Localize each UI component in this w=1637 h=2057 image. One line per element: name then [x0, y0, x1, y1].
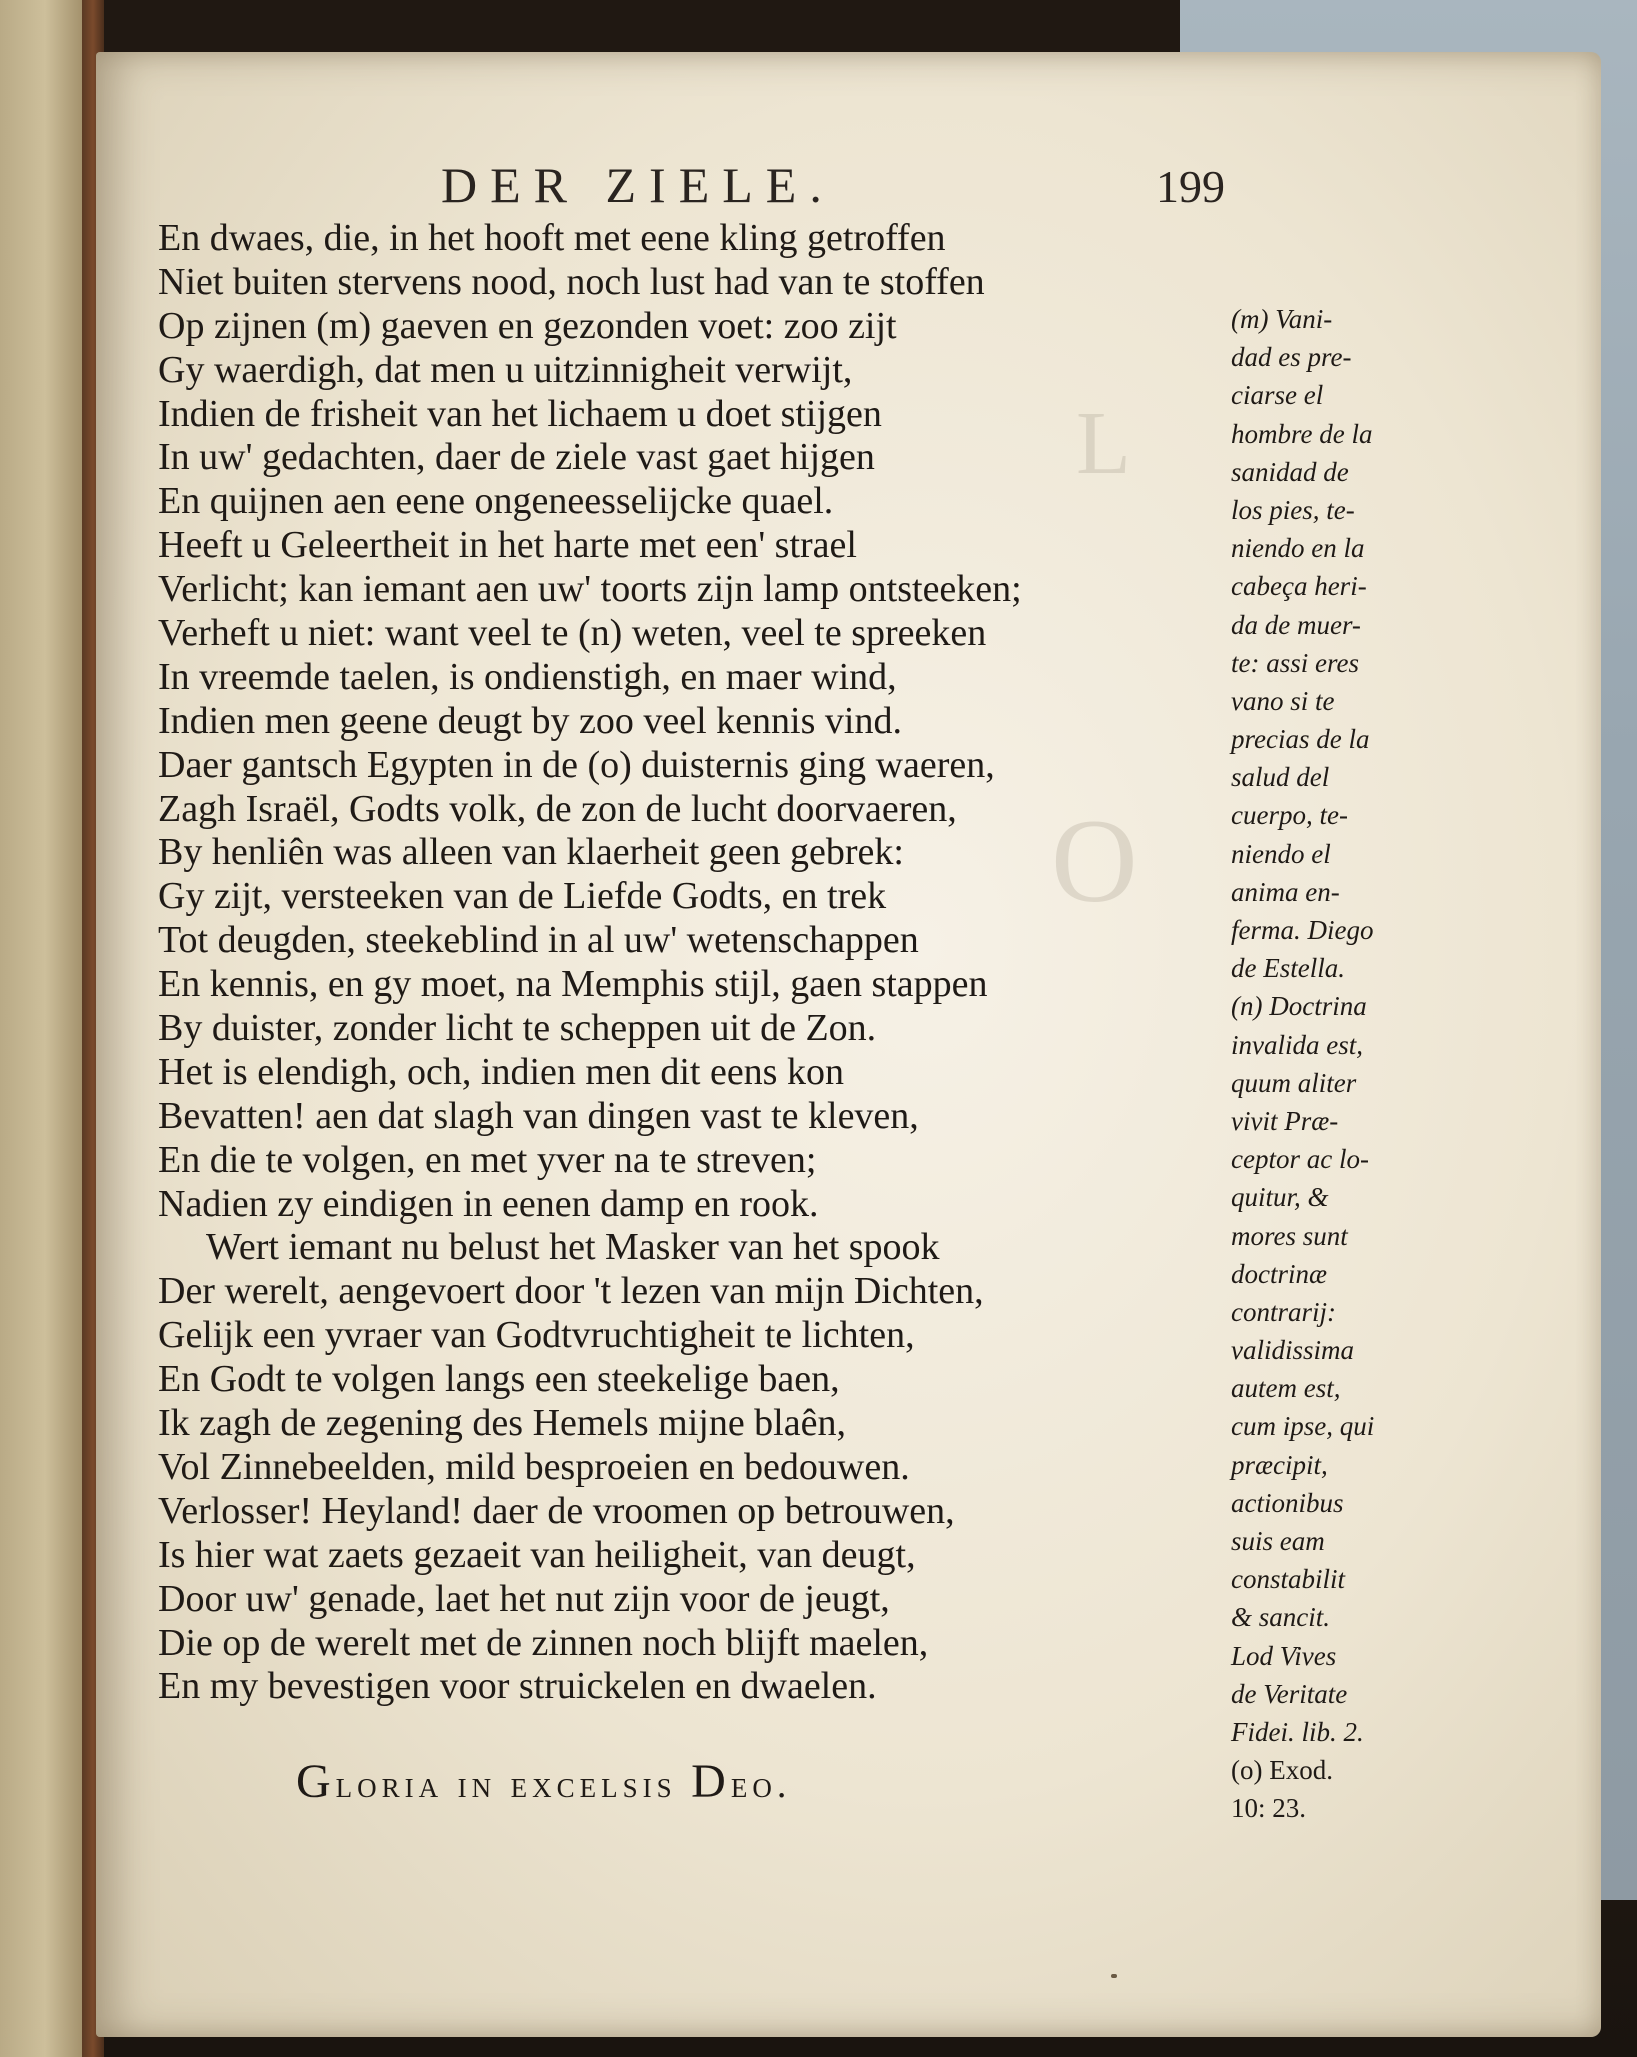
poem-text — [158, 217, 1158, 1709]
poem-line: Verlosser! Heyland! daer de vroomen op betrouwen, — [158, 1489, 955, 1532]
poem-line: Daer gantsch Egypten in de (o) duisternis ging waeren, — [158, 743, 995, 786]
marginal-note-line: cum ipse, qui — [1231, 1411, 1375, 1442]
marginal-note-line: quitur, & — [1231, 1182, 1329, 1213]
marginal-note-line: hombre de la — [1231, 418, 1373, 449]
poem-line: Door uw' genade, laet het nut zijn voor de jeugt, — [158, 1577, 890, 1620]
marginal-note-line: ciarse el — [1231, 380, 1324, 411]
poem-line: Vol Zinnebeelden, mild besproeien en bedouwen. — [158, 1445, 910, 1488]
poem-line: Indien de frisheit van het lichaem u doet stijgen — [158, 392, 882, 435]
marginal-note-line: niendo en la — [1231, 533, 1365, 564]
marginal-note-line: sanidad de — [1231, 456, 1349, 487]
marginal-note-line: mores sunt — [1231, 1220, 1348, 1251]
poem-line: En dwaes, die, in het hooft met eene kling getroffen — [158, 217, 946, 259]
marginal-note-line: niendo el — [1231, 838, 1331, 869]
marginal-note-line: quum aliter — [1231, 1067, 1357, 1098]
poem-line: Verlicht; kan iemant aen uw' toorts zijn lamp ontsteeken; — [158, 568, 1022, 611]
poem-line: En Godt te volgen langs een steekelige baen, — [158, 1358, 840, 1401]
poem-line: By henliên was alleen van klaerheit geen gebrek: — [158, 831, 904, 874]
marginal-note-line: actionibus — [1231, 1487, 1344, 1518]
closing-doxology — [296, 1754, 791, 1809]
closing-word: loria — [335, 1764, 444, 1806]
poem-line: By duister, zonder licht te scheppen uit de Zon. — [158, 1007, 877, 1050]
book-page — [96, 52, 1601, 2037]
poem-line: En die te volgen, en met yver na te streven; — [158, 1138, 817, 1181]
marginal-note-line: te: assi eres — [1231, 647, 1359, 678]
marginal-note-line: 10: 23. — [1231, 1793, 1307, 1824]
closing-initial: G — [296, 1755, 336, 1808]
poem-line: En kennis, en gy moet, na Memphis stijl, gaen stappen — [158, 963, 988, 1006]
marginal-note-line: ceptor ac lo- — [1231, 1144, 1369, 1175]
marginal-note-line: invalida est, — [1231, 1029, 1363, 1060]
poem-line: Indien men geene deugt by zoo veel kennis vind. — [158, 699, 902, 742]
running-head: DER ZIELE. — [441, 157, 835, 213]
closing-word: eo. — [730, 1764, 792, 1806]
marginal-note-line: los pies, te- — [1231, 494, 1355, 525]
marginal-note-line: & sancit. — [1231, 1602, 1330, 1633]
facing-page-edge — [0, 0, 82, 2057]
marginal-note-line: vivit Præ- — [1231, 1105, 1339, 1136]
marginal-note-line: de Estella. — [1231, 953, 1345, 984]
closing-initial: D — [691, 1755, 731, 1808]
marginal-note-line: vano si te — [1231, 685, 1335, 716]
marginal-note-line: suis eam — [1231, 1526, 1325, 1556]
marginal-note-line: autem est, — [1231, 1373, 1341, 1404]
marginal-note-line: doctrinæ — [1231, 1258, 1328, 1289]
poem-line: Gy zijt, versteeken van de Liefde Godts, en trek — [158, 875, 887, 918]
poem-line: Bevatten! aen dat slagh van dingen vast te kleven, — [158, 1094, 919, 1137]
closing-word: in excelsis — [457, 1764, 677, 1806]
poem-line: Niet buiten stervens nood, noch lust had van te stoffen — [158, 260, 985, 303]
marginal-note-line: Fidei. lib. 2. — [1231, 1716, 1364, 1747]
poem-line: Verheft u niet: want veel te (n) weten, veel te spreeken — [158, 612, 987, 655]
poem-line: Gelijk een yvraer van Godtvruchtigheit te lichten, — [158, 1314, 915, 1357]
marginal-note-line: (o) Exod. — [1231, 1755, 1333, 1786]
poem-line: Nadien zy eindigen in eenen damp en rook. — [158, 1182, 819, 1225]
marginal-note-line: validissima — [1231, 1335, 1355, 1366]
poem-line: Heeft u Geleertheit in het harte met een' strael — [158, 524, 857, 567]
marginal-note-line: dad es pre- — [1231, 342, 1352, 373]
marginal-note-line: contrarij: — [1231, 1296, 1336, 1327]
marginal-note-line: (n) Doctrina — [1231, 991, 1367, 1022]
poem-line: Het is elendigh, och, indien men dit eens kon — [158, 1050, 844, 1093]
poem-line: In vreemde taelen, is ondienstigh, en maer wind, — [158, 655, 897, 698]
poem-line: Gy waerdigh, dat men u uitzinnigheit verwijt, — [158, 348, 853, 391]
page-number: 199 — [1156, 161, 1225, 212]
marginal-note-line: (m) Vani- — [1231, 304, 1333, 334]
poem-line: Der werelt, aengevoert door 't lezen van mijn Dichten, — [158, 1270, 984, 1313]
marginal-note-line: da de muer- — [1231, 609, 1361, 640]
marginal-note-line: constabilit — [1231, 1564, 1345, 1595]
marginal-note-line: de Veritate — [1231, 1678, 1348, 1709]
poem-line: Is hier wat zaets gezaeit van heiligheit, van deugt, — [158, 1533, 916, 1576]
poem-line: Zagh Israël, Godts volk, de zon de lucht doorvaeren, — [158, 787, 957, 830]
poem-line: En quijnen aen eene ongeneesselijcke quael. — [158, 480, 834, 523]
marginal-note-line: cabeça heri- — [1231, 571, 1367, 602]
poem-line: En my bevestigen voor struickelen en dwaelen. — [158, 1665, 877, 1708]
poem-line: Tot deugden, steekeblind in al uw' wetenschappen — [158, 919, 919, 962]
poem-line: Op zijnen (m) gaeven en gezonden voet: zoo zijt — [158, 304, 897, 347]
marginal-note-line: præcipit, — [1231, 1449, 1328, 1480]
marginal-note-line: anima en- — [1231, 876, 1340, 907]
poem-line: Die op de werelt met de zinnen noch blijft maelen, — [158, 1621, 929, 1664]
marginal-note-line: Lod Vives — [1231, 1640, 1337, 1671]
paper-speck — [1111, 1974, 1117, 1978]
marginal-note-line: salud del — [1231, 762, 1330, 793]
marginal-note-line: precias de la — [1231, 724, 1370, 755]
marginal-notes — [1231, 300, 1511, 1828]
poem-line: Wert iemant nu belust het Masker van het spook — [206, 1226, 940, 1269]
poem-line: In uw' gedachten, daer de ziele vast gaet hijgen — [158, 436, 875, 479]
show-through-glyph: L — [1076, 394, 1131, 493]
show-through-glyph: O — [1051, 794, 1138, 927]
marginal-note-line: cuerpo, te- — [1231, 800, 1348, 831]
poem-line: Ik zagh de zegening des Hemels mijne blaên, — [158, 1402, 846, 1445]
marginal-note-line: ferma. Diego — [1231, 915, 1374, 945]
